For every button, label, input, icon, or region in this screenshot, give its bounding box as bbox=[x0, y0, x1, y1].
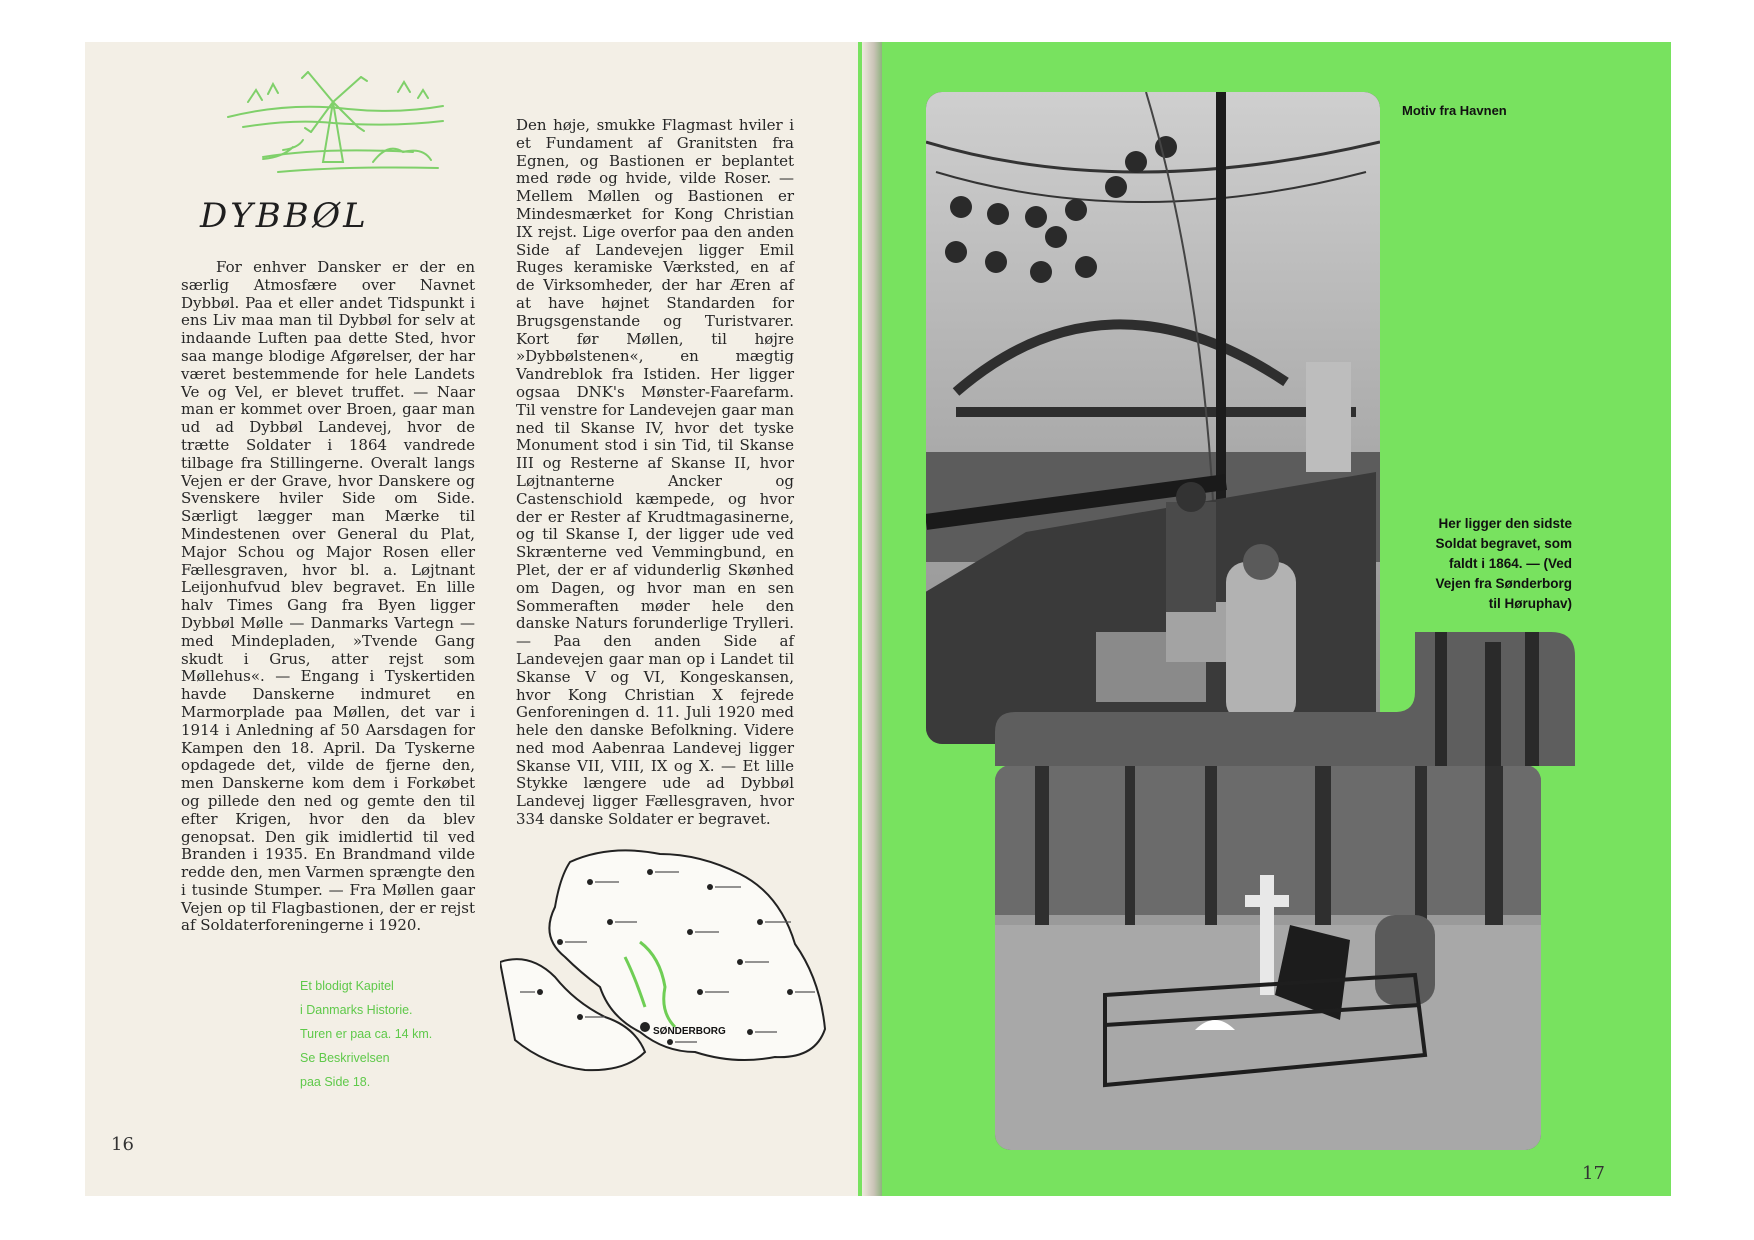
grave-photo-top-extension bbox=[995, 632, 1581, 766]
map-city-label: SØNDERBORG bbox=[653, 1026, 726, 1037]
caption-line: Se Beskrivelsen bbox=[300, 1051, 390, 1065]
caption-line: paa Side 18. bbox=[300, 1075, 371, 1089]
caption-line: faldt i 1864. — (Ved bbox=[1448, 556, 1572, 571]
green-side-caption bbox=[300, 974, 475, 1094]
windmill-sketch-illustration bbox=[208, 62, 458, 187]
page-number-right: 17 bbox=[1582, 1163, 1605, 1184]
page-number-left: 16 bbox=[111, 1134, 134, 1155]
caption-line: til Høruphav) bbox=[1488, 596, 1572, 611]
grave-photo bbox=[995, 765, 1541, 1150]
grave-photo-caption bbox=[1402, 514, 1572, 614]
island-map-illustration bbox=[500, 842, 850, 1088]
book-gutter bbox=[862, 42, 882, 1196]
caption-line: Soldat begravet, som bbox=[1435, 536, 1572, 551]
caption-line: Her ligger den sidste bbox=[1438, 516, 1572, 531]
caption-line: Turen er paa ca. 14 km. bbox=[300, 1027, 433, 1041]
body-text-column-right: Den høje, smukke Flagmast hviler i et Fundament af Granitsten fra Egnen, og Bastionen er beplantet med røde og hvide, vilde Roser. — Mellem Møllen og Bastionen er Mindesmærket for Kong Christian IX rejst. Lige overfor paa den anden Side af Landevejen ligger Emil Ruges keramiske Værksted, en af de Virksomheder, der har Æren af at have højnet Standarden for Brugsgenstande og Turistvarer. Kort før Møllen, til højre »Dybbølstenen«, en mægtig Vandreblok fra Istiden. Her ligger ogsaa DNK's Mønster-Faarefarm. Til venstre for Landevejen gaar man ned til Skanse IV, hvor det tyske Monument stod i sin Tid, til Skanse III og Resterne af Skanse II, hvor Løjtnanterne Ancker og Castenschiold kæmpede, og hvor der er Rester af Krudtmagasinerne, og til Skanse I, der ligger ude ved Skrænterne ved Vemmingbund, en Plet, der er af vidunderlig Skønhed om Dagen, og hvor man en sen Sommeraften møder hele den danske Naturs forunderlige Trylleri. — Paa den anden Side af Landevejen gaar man op i Landet til Skanse V og VI, Kongeskansen, hvor Kong Christian X fejrede Genforeningen d. 11. Juli 1920 med hele den danske Befolkning. Videre ned mod Aabenraa Landevej ligger Skanse VII, VIII, IX og X. — Et lille Stykke længere ude ad Dybbøl Landevej ligger Fællesgraven, hvor 334 danske Soldater er begravet. bbox=[516, 116, 794, 829]
harbor-photo-caption: Motiv fra Havnen bbox=[1402, 103, 1507, 118]
body-text-column-left: For enhver Dansker er der en særlig Atmosfære over Navnet Dybbøl. Paa et eller andet Tidspunkt i ens Liv maa man til Dybbøl for selv at indaande Luften paa dette Sted, hvor saa mange blodige Afgørelser, der har været bestemmende for hele Landets Ve og Vel, er blevet truffet. — Naar man er kommet over Broen, gaar man ud ad Dybbøl Landevej, hvor de trætte Soldater i 1864 vandrede tilbage fra Stillingerne. Overalt langs Vejen er der Grave, hvor Danskere og Svenskere hviler Side om Side. Særligt lægger man Mærke til Mindestenen over General du Plat, Major Schou og Major Rosen eller Fællesgraven, hvor bl. a. Løjtnant Leijonhufvud blev begravet. En lille halv Times Gang fra Byen ligger Dybbøl Mølle — Danmarks Vartegn — med Mindepladen, »Tvende Gang skudt i Grus, atter rejst som Møllehus«. — Engang i Tyskertiden havde Danskerne indmuret en Marmorplade paa Møllen, det var i 1914 i Anledning af 50 Aarsdagen for Kampen den 18. April. Da Tyskerne opdagede det, vilde de fjerne den, men Danskerne kom dem i Forkøbet og pillede den ned og gemte den til efter Krigen, hvor den da blev genopsat. Den gik imidlertid til ved Branden i 1935. En Brandmand vilde redde den, men Varmen sprængte den i tusinde Stumper. — Fra Møllen gaar Vejen op til Flagbastionen, der er rejst af Soldaterforeningerne i 1920. bbox=[181, 258, 475, 935]
caption-line: Et blodigt Kapitel bbox=[300, 979, 394, 993]
caption-line: Vejen fra Sønderborg bbox=[1435, 576, 1572, 591]
caption-line: i Danmarks Historie. bbox=[300, 1003, 413, 1017]
page-title: DYBBØL bbox=[200, 196, 369, 236]
